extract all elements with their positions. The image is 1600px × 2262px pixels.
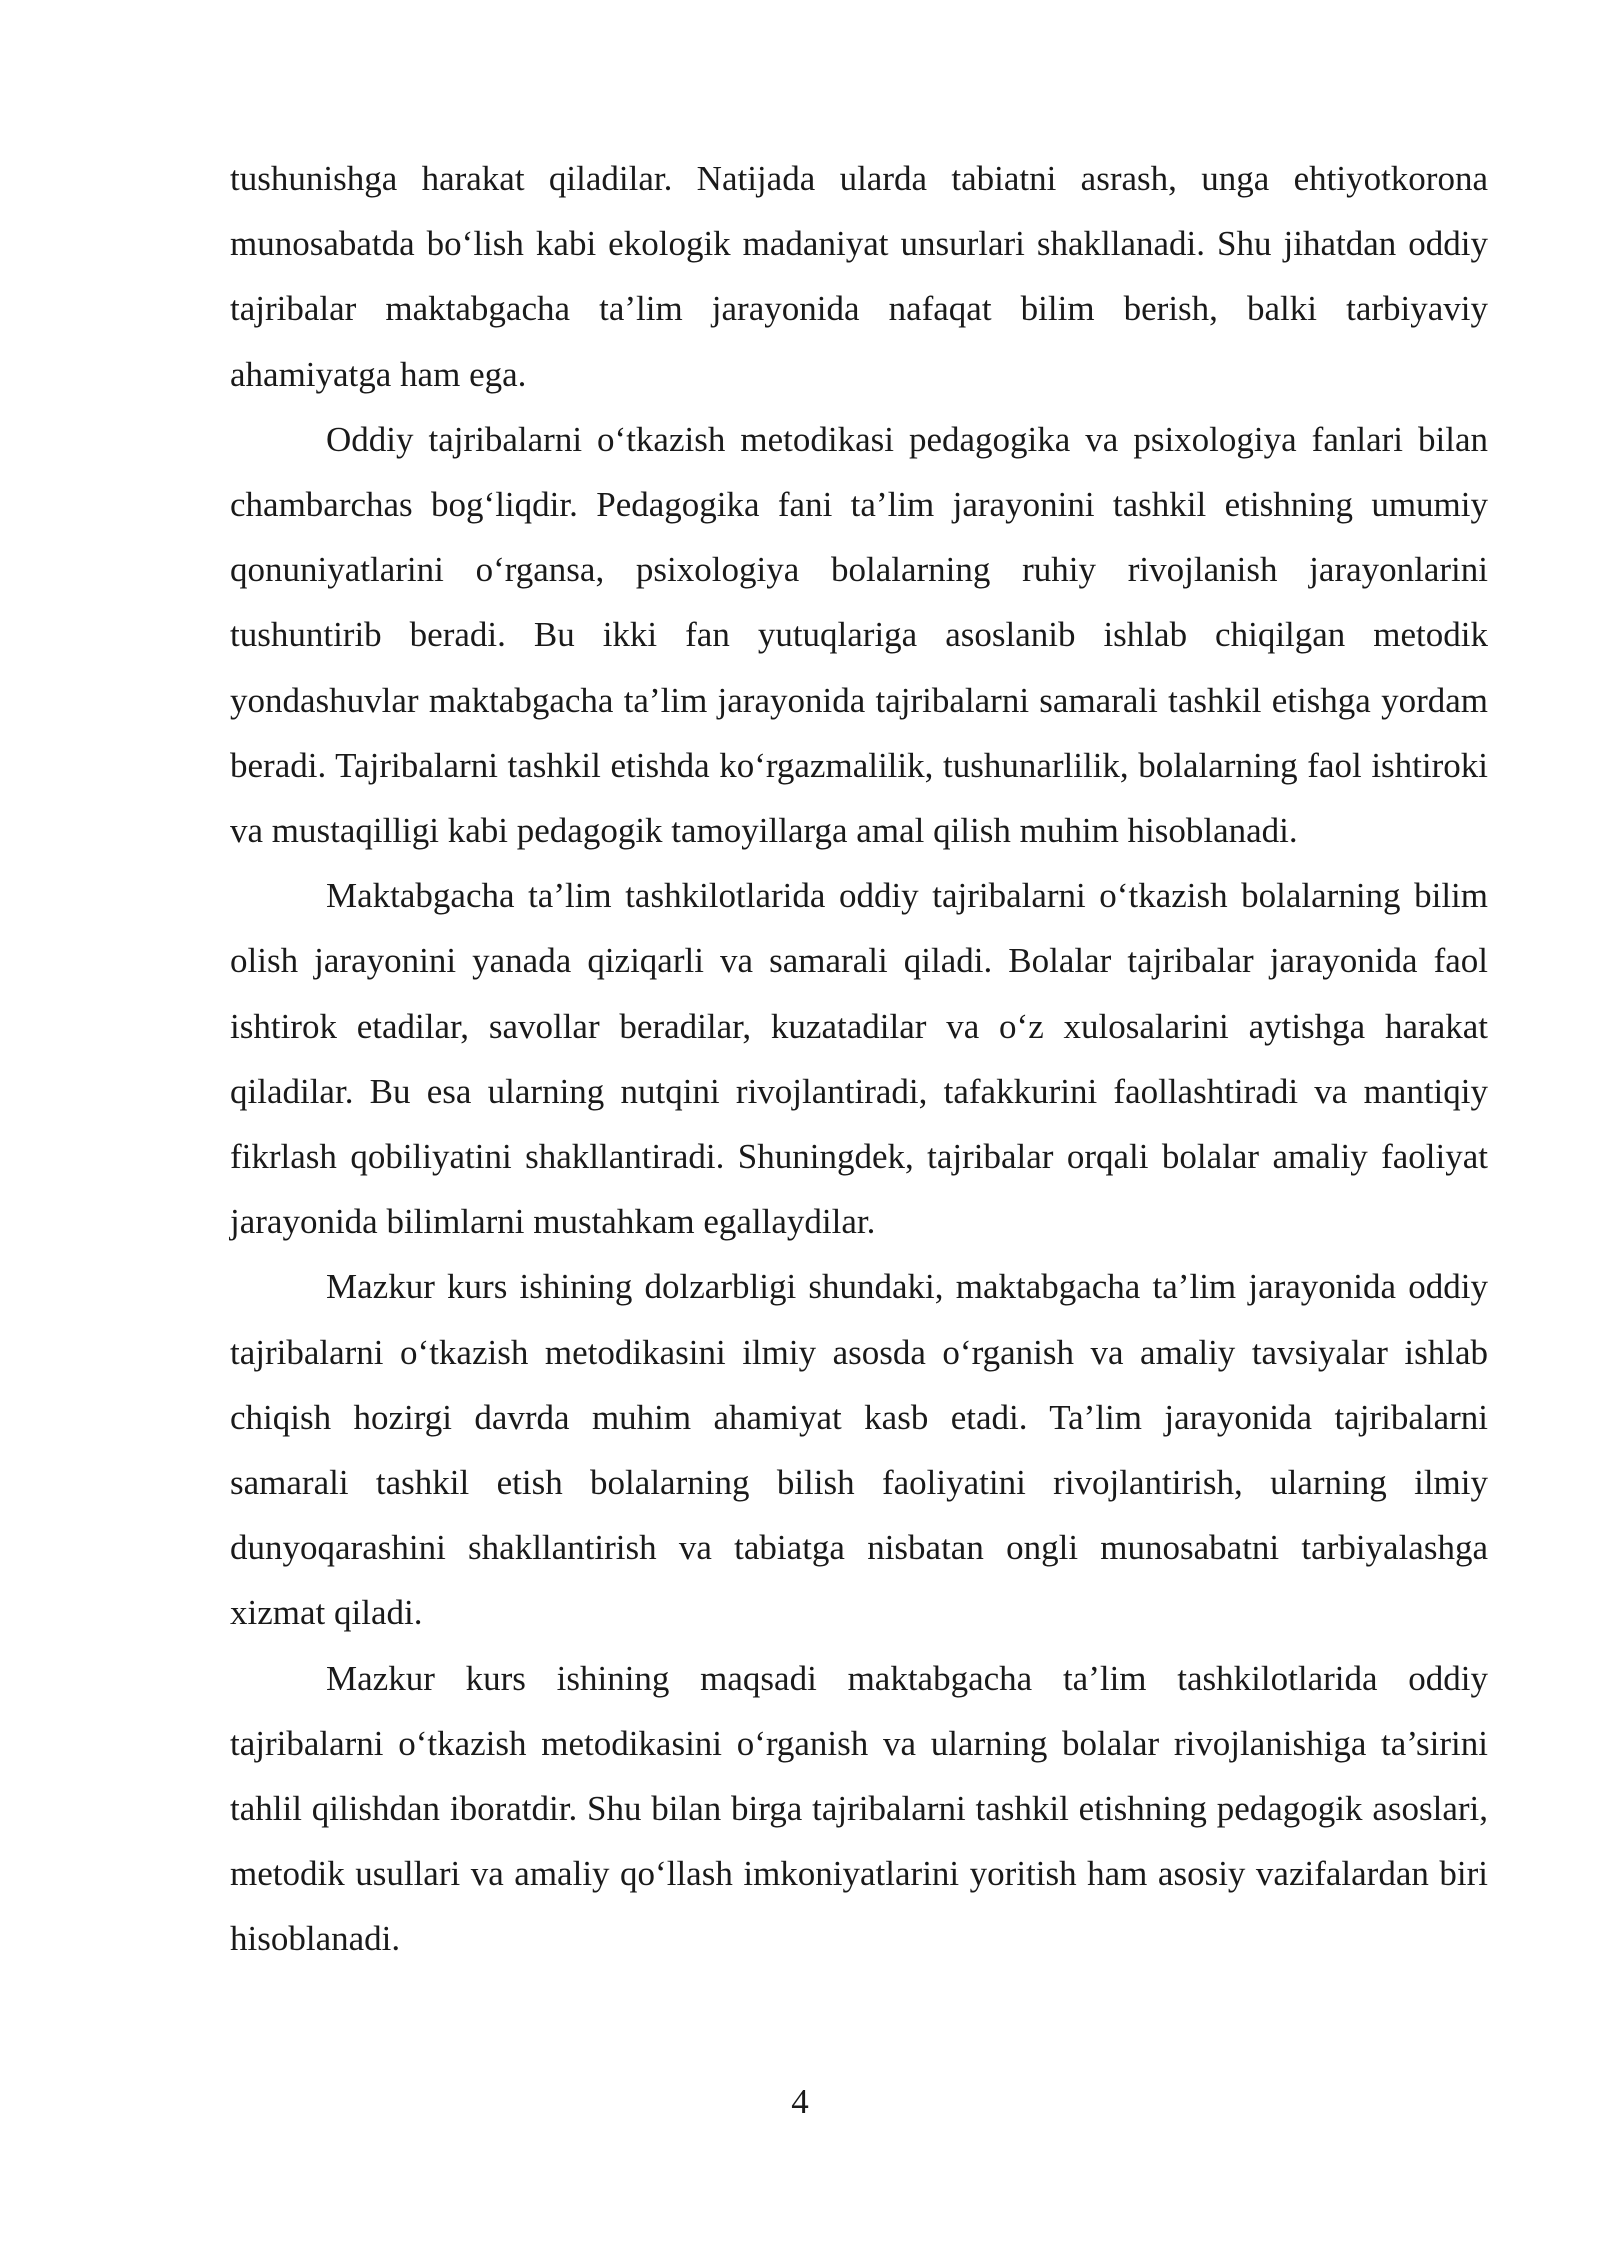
paragraph-relevance: Mazkur kurs ishining dolzarbligi shundaki, maktabgacha ta’lim jarayonida oddiy tajribalarni o‘tkazish metodikasini ilmiy asosda o‘rganish va amaliy tavsiyalar ishlab chiqish hozirgi davrda muhim ahamiyat kasb etadi. Ta’lim jarayonida tajribalarni samarali tashkil etish bolalarning bilish faoliyatini rivojlantirish, ularning ilmiy dunyoqarashini shakllantirish va tabiatga nisbatan ongli munosabatni tarbiyalashga xizmat qiladi. [230, 1267, 1488, 1633]
body-text [230, 146, 1488, 1972]
paragraph-goal: Mazkur kurs ishining maqsadi maktabgacha ta’lim tashkilotlarida oddiy tajribalarni o‘tkazish metodikasini o‘rganish va ularning bolalar rivojlanishiga ta’sirini tahlil qilishdan iboratdir. Shu bilan birga tajribalarni tashkil etishning pedagogik asoslari, metodik usullari va amaliy qo‘llash imkoniyatlarini yoritish ham asosiy vazifalardan biri hisoblanadi. [230, 1658, 1488, 1959]
paragraph-continuation: tushunishga harakat qiladilar. Natijada ularda tabiatni asrash, unga ehtiyotkorona munosabatda bo‘lish kabi ekologik madaniyat unsurlari shakllanadi. Shu jihatdan oddiy tajribalar maktabgacha ta’lim jarayonida nafaqat bilim berish, balki tarbiyaviy ahamiyatga ham ega. [230, 159, 1488, 394]
paragraph-experiments-benefits: Maktabgacha ta’lim tashkilotlarida oddiy tajribalarni o‘tkazish bolalarning bilim olish jarayonini yanada qiziqarli va samarali qiladi. Bolalar tajribalar jarayonida faol ishtirok etadilar, savollar beradilar, kuzatadilar va o‘z xulosalarini aytishga harakat qiladilar. Bu esa ularning nutqini rivojlantiradi, tafakkurini faollashtiradi va mantiqiy fikrlash qobiliyatini shakllantiradi. Shuningdek, tajribalar orqali bolalar amaliy faoliyat jarayonida bilimlarni mustahkam egallaydilar. [230, 876, 1488, 1242]
page-number: 4 [791, 2082, 809, 2121]
paragraph-methodology: Oddiy tajribalarni o‘tkazish metodikasi pedagogika va psixologiya fanlari bilan chambarchas bog‘liqdir. Pedagogika fani ta’lim jarayonini tashkil etishning umumiy qonuniyatlarini o‘rgansa, psixologiya bolalarning ruhiy rivojlanish jarayonlarini tushuntirib beradi. Bu ikki fan yutuqlariga asoslanib ishlab chiqilgan metodik yondashuvlar maktabgacha ta’lim jarayonida tajribalarni samarali tashkil etishga yordam beradi. Tajribalarni tashkil etishda ko‘rgazmalilik, tushunarlilik, bolalarning faol ishtiroki va mustaqilligi kabi pedagogik tamoyillarga amal qilish muhim hisoblanadi. [230, 419, 1488, 851]
